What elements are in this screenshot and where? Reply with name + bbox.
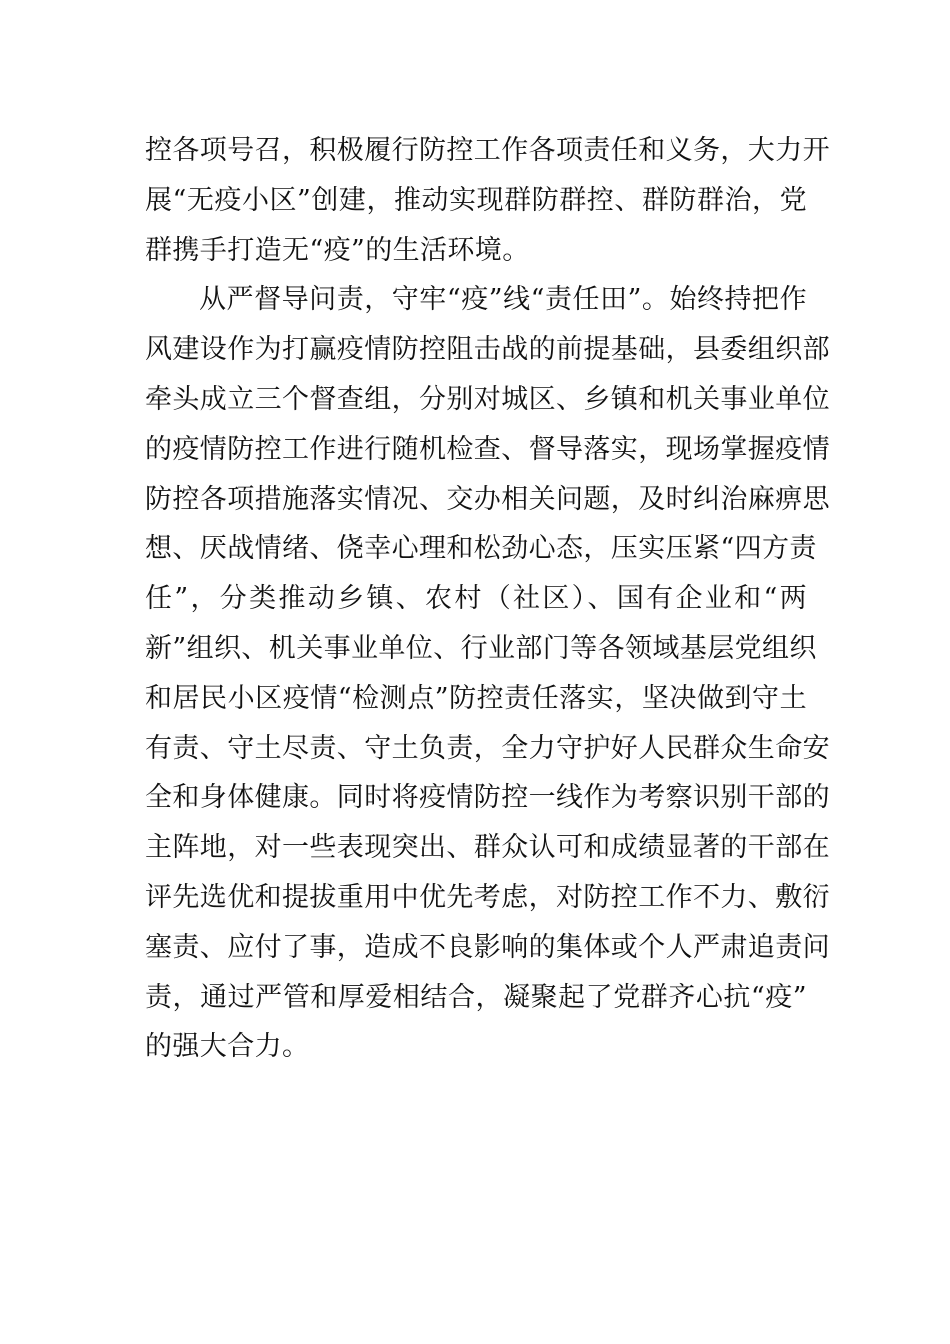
text-line: 群携手打造无“疫”的生活环境。 [145, 234, 530, 266]
text-line: 全和身体健康。同时将疫情防控一线作为考察识别干部的 [145, 782, 830, 814]
text-line: 塞责、应付了事，造成不良影响的集体或个人严肃追责问 [145, 931, 830, 963]
body-text [145, 126, 830, 1072]
text-line: 控各项号召，积极履行防控工作各项责任和义务，大力开 [145, 135, 830, 166]
text-line: 风建设作为打赢疫情防控阻击战的前提基础，县委组织部 [145, 334, 830, 366]
text-line: 和居民小区疫情“检测点”防控责任落实，坚决做到守土 [145, 682, 807, 714]
text-line: 评先选优和提拔重用中优先考虑，对防控工作不力、敷衍 [145, 881, 830, 913]
text-line: 任”，分类推动乡镇、农村（社区）、国有企业和“两 [145, 583, 807, 615]
text-line: 从严督导问责，守牢“疫”线“责任田”。始终持把作 [199, 284, 807, 316]
text-line: 有责、守土尽责、守土负责，全力守护好人民群众生命安 [145, 732, 830, 764]
text-line: 的强大合力。 [145, 1031, 310, 1063]
text-line: 展“无疫小区”创建，推动实现群防群控、群防群治，党 [145, 184, 807, 216]
text-line: 防控各项措施落实情况、交办相关问题，及时纠治麻痹思 [145, 483, 830, 515]
text-line: 主阵地，对一些表现突出、群众认可和成绩显著的干部在 [145, 832, 830, 864]
text-line: 想、厌战情绪、侥幸心理和松劲心态，压实压紧“四方责 [145, 533, 817, 565]
text-line: 的疫情防控工作进行随机检查、督导落实，现场掌握疫情 [145, 433, 830, 465]
text-line: 新”组织、机关事业单位、行业部门等各领域基层党组织 [145, 632, 817, 664]
text-line: 牵头成立三个督查组，分别对城区、乡镇和机关事业单位 [145, 383, 830, 415]
text-line: 责，通过严管和厚爱相结合，凝聚起了党群齐心抗“疫” [145, 981, 807, 1013]
